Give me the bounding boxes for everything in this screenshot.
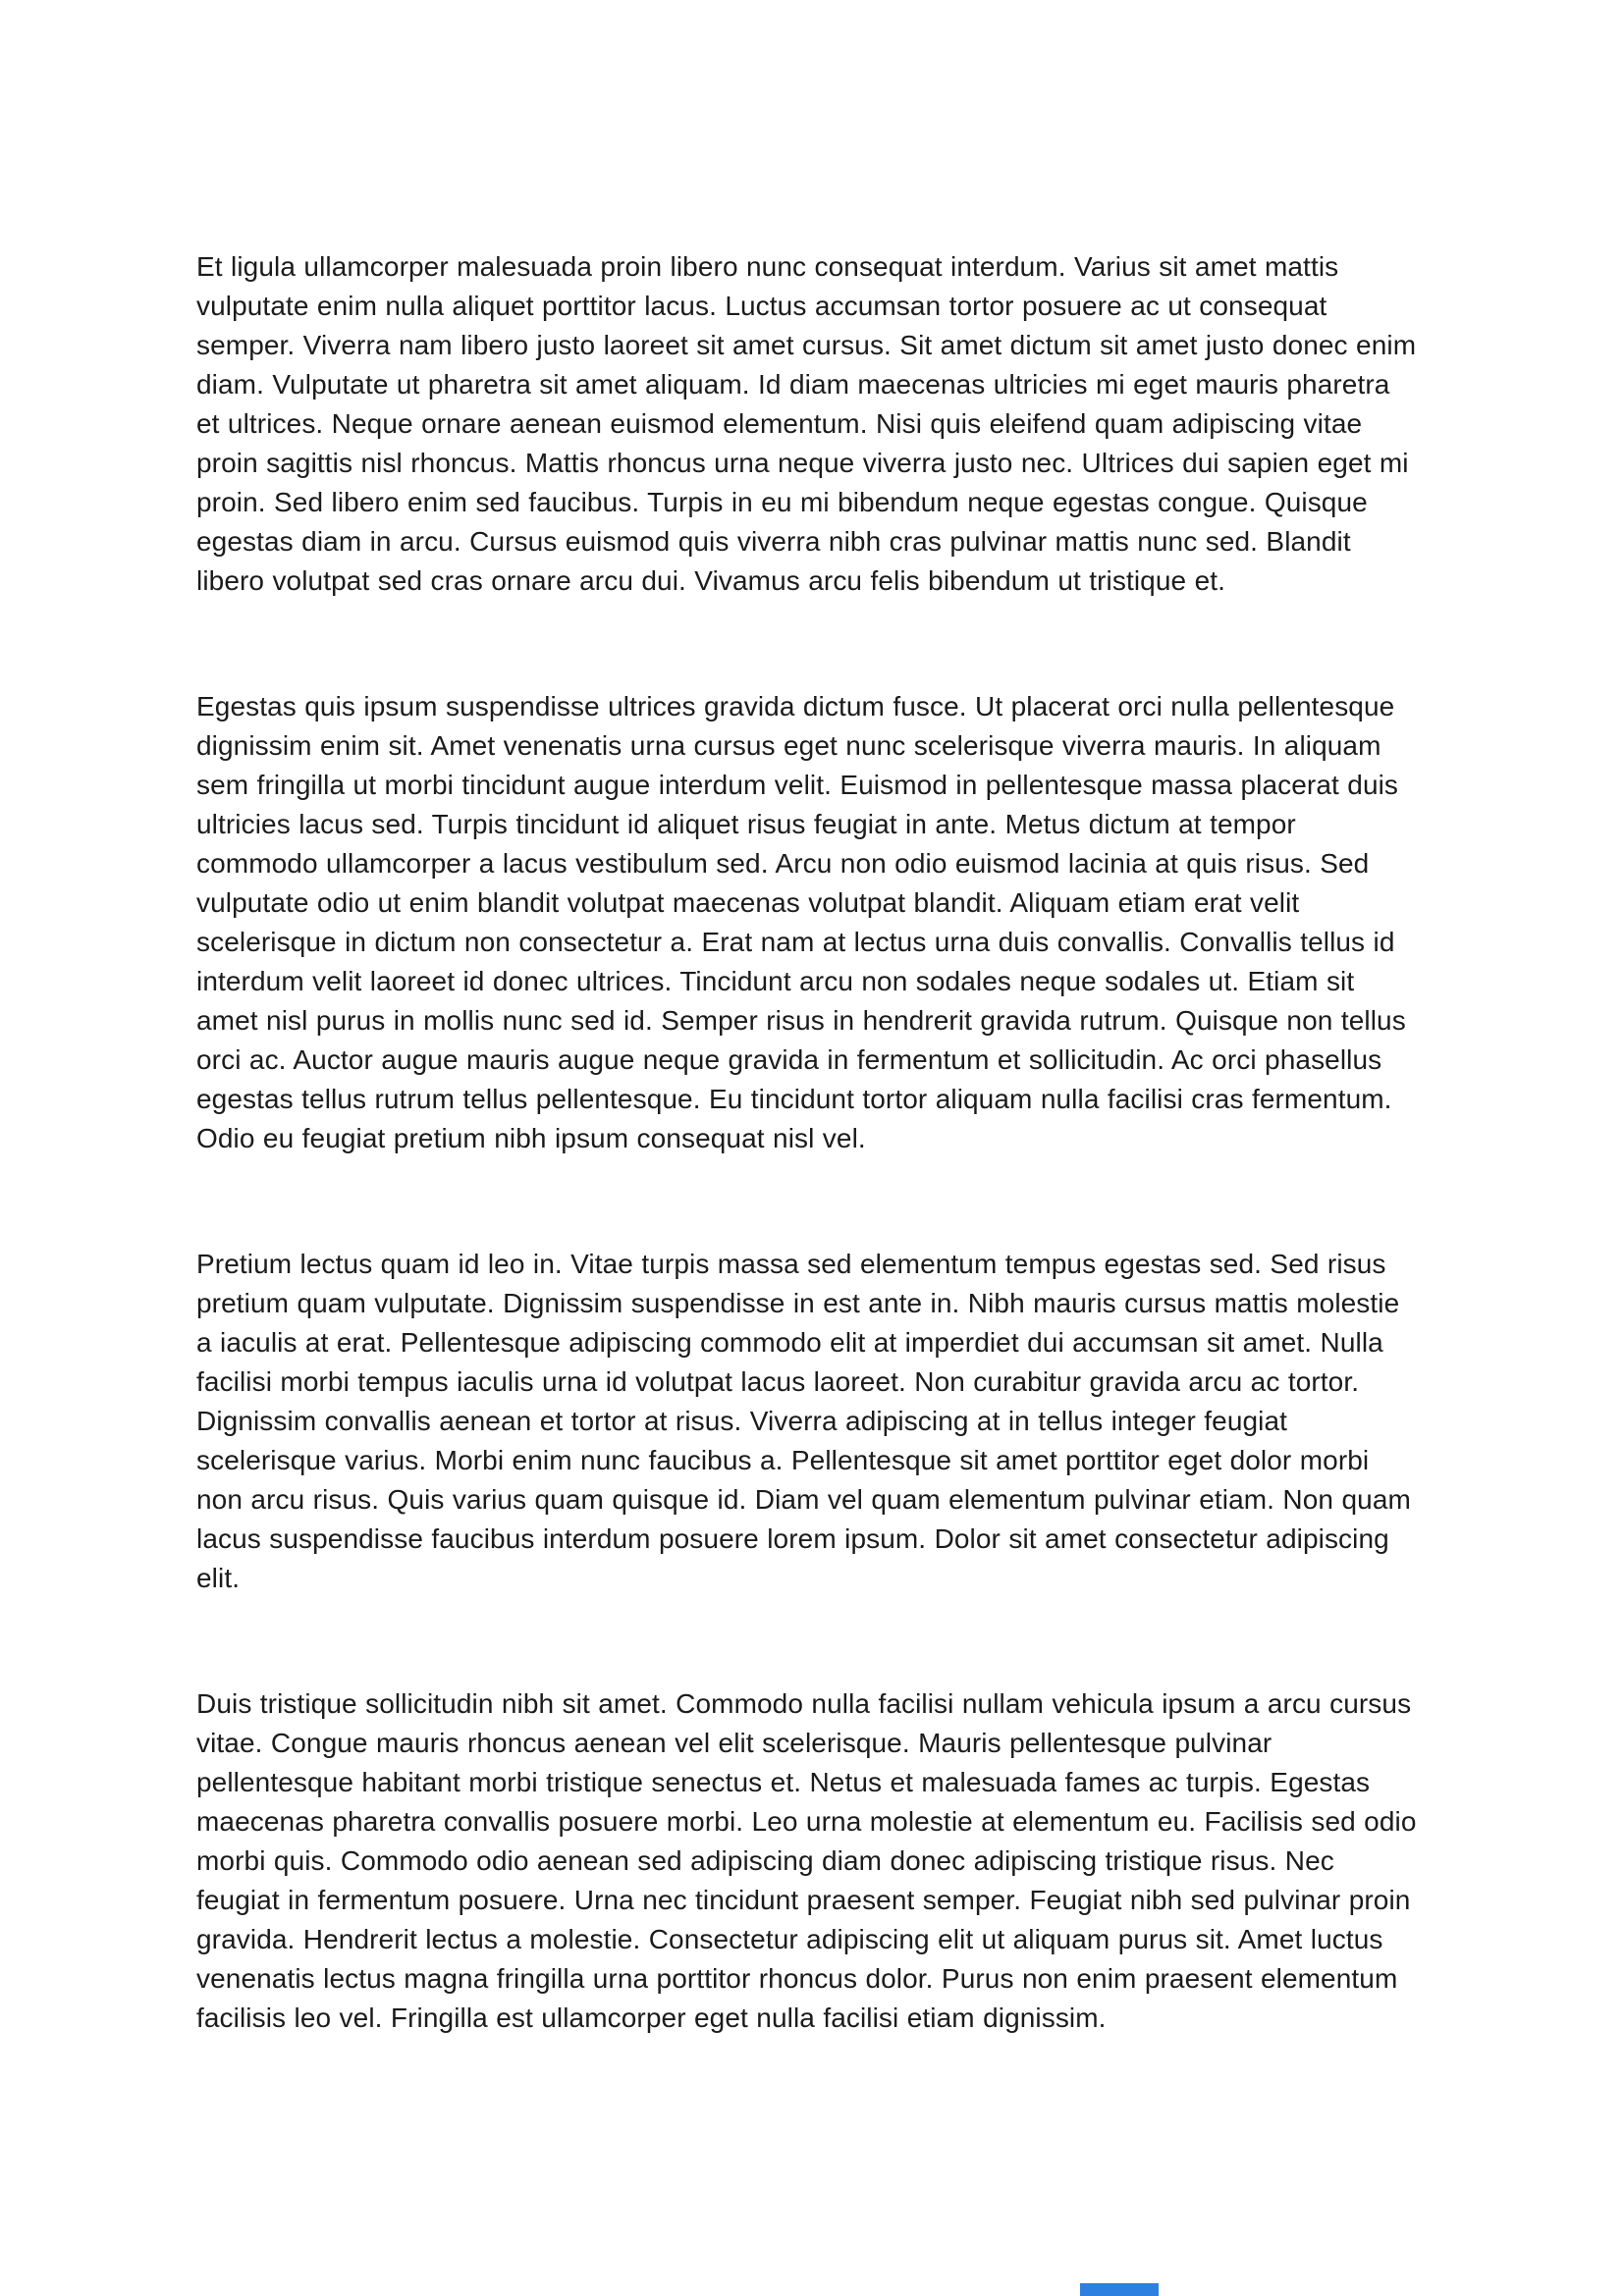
paragraph-1: Et ligula ullamcorper malesuada proin libero nunc consequat interdum. Varius sit amet mattis vulputate enim nulla aliquet porttitor lacus. Luctus accumsan tortor posuere ac ut consequat semper. Viverra nam libero justo laoreet sit amet cursus. Sit amet dictum sit amet justo donec enim diam. Vulputate ut pharetra sit amet aliquam. Id diam maecenas ultricies mi eget mauris pharetra et ultrices. Neque ornare aenean euismod elementum. Nisi quis eleifend quam adipiscing vitae proin sagittis nisl rhoncus. Mattis rhoncus urna neque viverra justo nec. Ultrices dui sapien eget mi proin. Sed libero enim sed faucibus. Turpis in eu mi bibendum neque egestas congue. Quisque egestas diam in arcu. Cursus euismod quis viverra nibh cras pulvinar mattis nunc sed. Blandit libero volutpat sed cras ornare arcu dui. Vivamus arcu felis bibendum ut tristique et. <box>196 251 1417 596</box>
paragraph-3: Pretium lectus quam id leo in. Vitae turpis massa sed elementum tempus egestas sed. Sed risus pretium quam vulputate. Dignissim suspendisse in est ante in. Nibh mauris cursus mattis molestie a iaculis at erat. Pellentesque adipiscing commodo elit at imperdiet dui accumsan sit amet. Nulla facilisi morbi tempus iaculis urna id volutpat lacus laoreet. Non curabitur gravida arcu ac tortor. Dignissim convallis aenean et tortor at risus. Viverra adipiscing at in tellus integer feugiat scelerisque varius. Morbi enim nunc faucibus a. Pellentesque sit amet porttitor eget dolor morbi non arcu risus. Quis varius quam quisque id. Diam vel quam elementum pulvinar etiam. Non quam lacus suspendisse faucibus interdum posuere lorem ipsum. Dolor sit amet consectetur adipiscing elit. <box>196 1249 1411 1593</box>
paragraph-4: Duis tristique sollicitudin nibh sit amet. Commodo nulla facilisi nullam vehicula ipsum a arcu cursus vitae. Congue mauris rhoncus aenean vel elit scelerisque. Mauris pellentesque pulvinar pellentesque habitant morbi tristique senectus et. Netus et malesuada fames ac turpis. Egestas maecenas pharetra convallis posuere morbi. Leo urna molestie at elementum eu. Facilisis sed odio morbi quis. Commodo odio aenean sed adipiscing diam donec adipiscing tristique risus. Nec feugiat in fermentum posuere. Urna nec tincidunt praesent semper. Feugiat nibh sed pulvinar proin gravida. Hendrerit lectus a molestie. Consectetur adipiscing elit ut aliquam purus sit. Amet luctus venenatis lectus magna fringilla urna porttitor rhoncus dolor. Purus non enim praesent elementum facilisis leo vel. Fringilla est ullamcorper eget nulla facilisi etiam dignissim. <box>196 1688 1417 2033</box>
paragraph-2: Egestas quis ipsum suspendisse ultrices gravida dictum fusce. Ut placerat orci nulla pellentesque dignissim enim sit. Amet venenatis urna cursus eget nunc scelerisque viverra mauris. In aliquam sem fringilla ut morbi tincidunt augue interdum velit. Euismod in pellentesque massa placerat duis ultricies lacus sed. Turpis tincidunt id aliquet risus feugiat in ante. Metus dictum at tempor commodo ullamcorper a lacus vestibulum sed. Arcu non odio euismod lacinia at quis risus. Sed vulputate odio ut enim blandit volutpat maecenas volutpat blandit. Aliquam etiam erat velit scelerisque in dictum non consectetur a. Erat nam at lectus urna duis convallis. Convallis tellus id interdum velit laoreet id donec ultrices. Tincidunt arcu non sodales neque sodales ut. Etiam sit amet nisl purus in mollis nunc sed id. Semper risus in hendrerit gravida rutrum. Quisque non tellus orci ac. Auctor augue mauris augue neque gravida in fermentum et sollicitudin. Ac orci phasellus egestas tellus rutrum tellus pellentesque. Eu tincidunt tortor aliquam nulla facilisi cras fermentum. Odio eu feugiat pretium nibh ipsum consequat nisl vel. <box>196 691 1406 1153</box>
document-body <box>196 247 1420 2038</box>
bottom-blue-fragment <box>1080 2283 1159 2296</box>
